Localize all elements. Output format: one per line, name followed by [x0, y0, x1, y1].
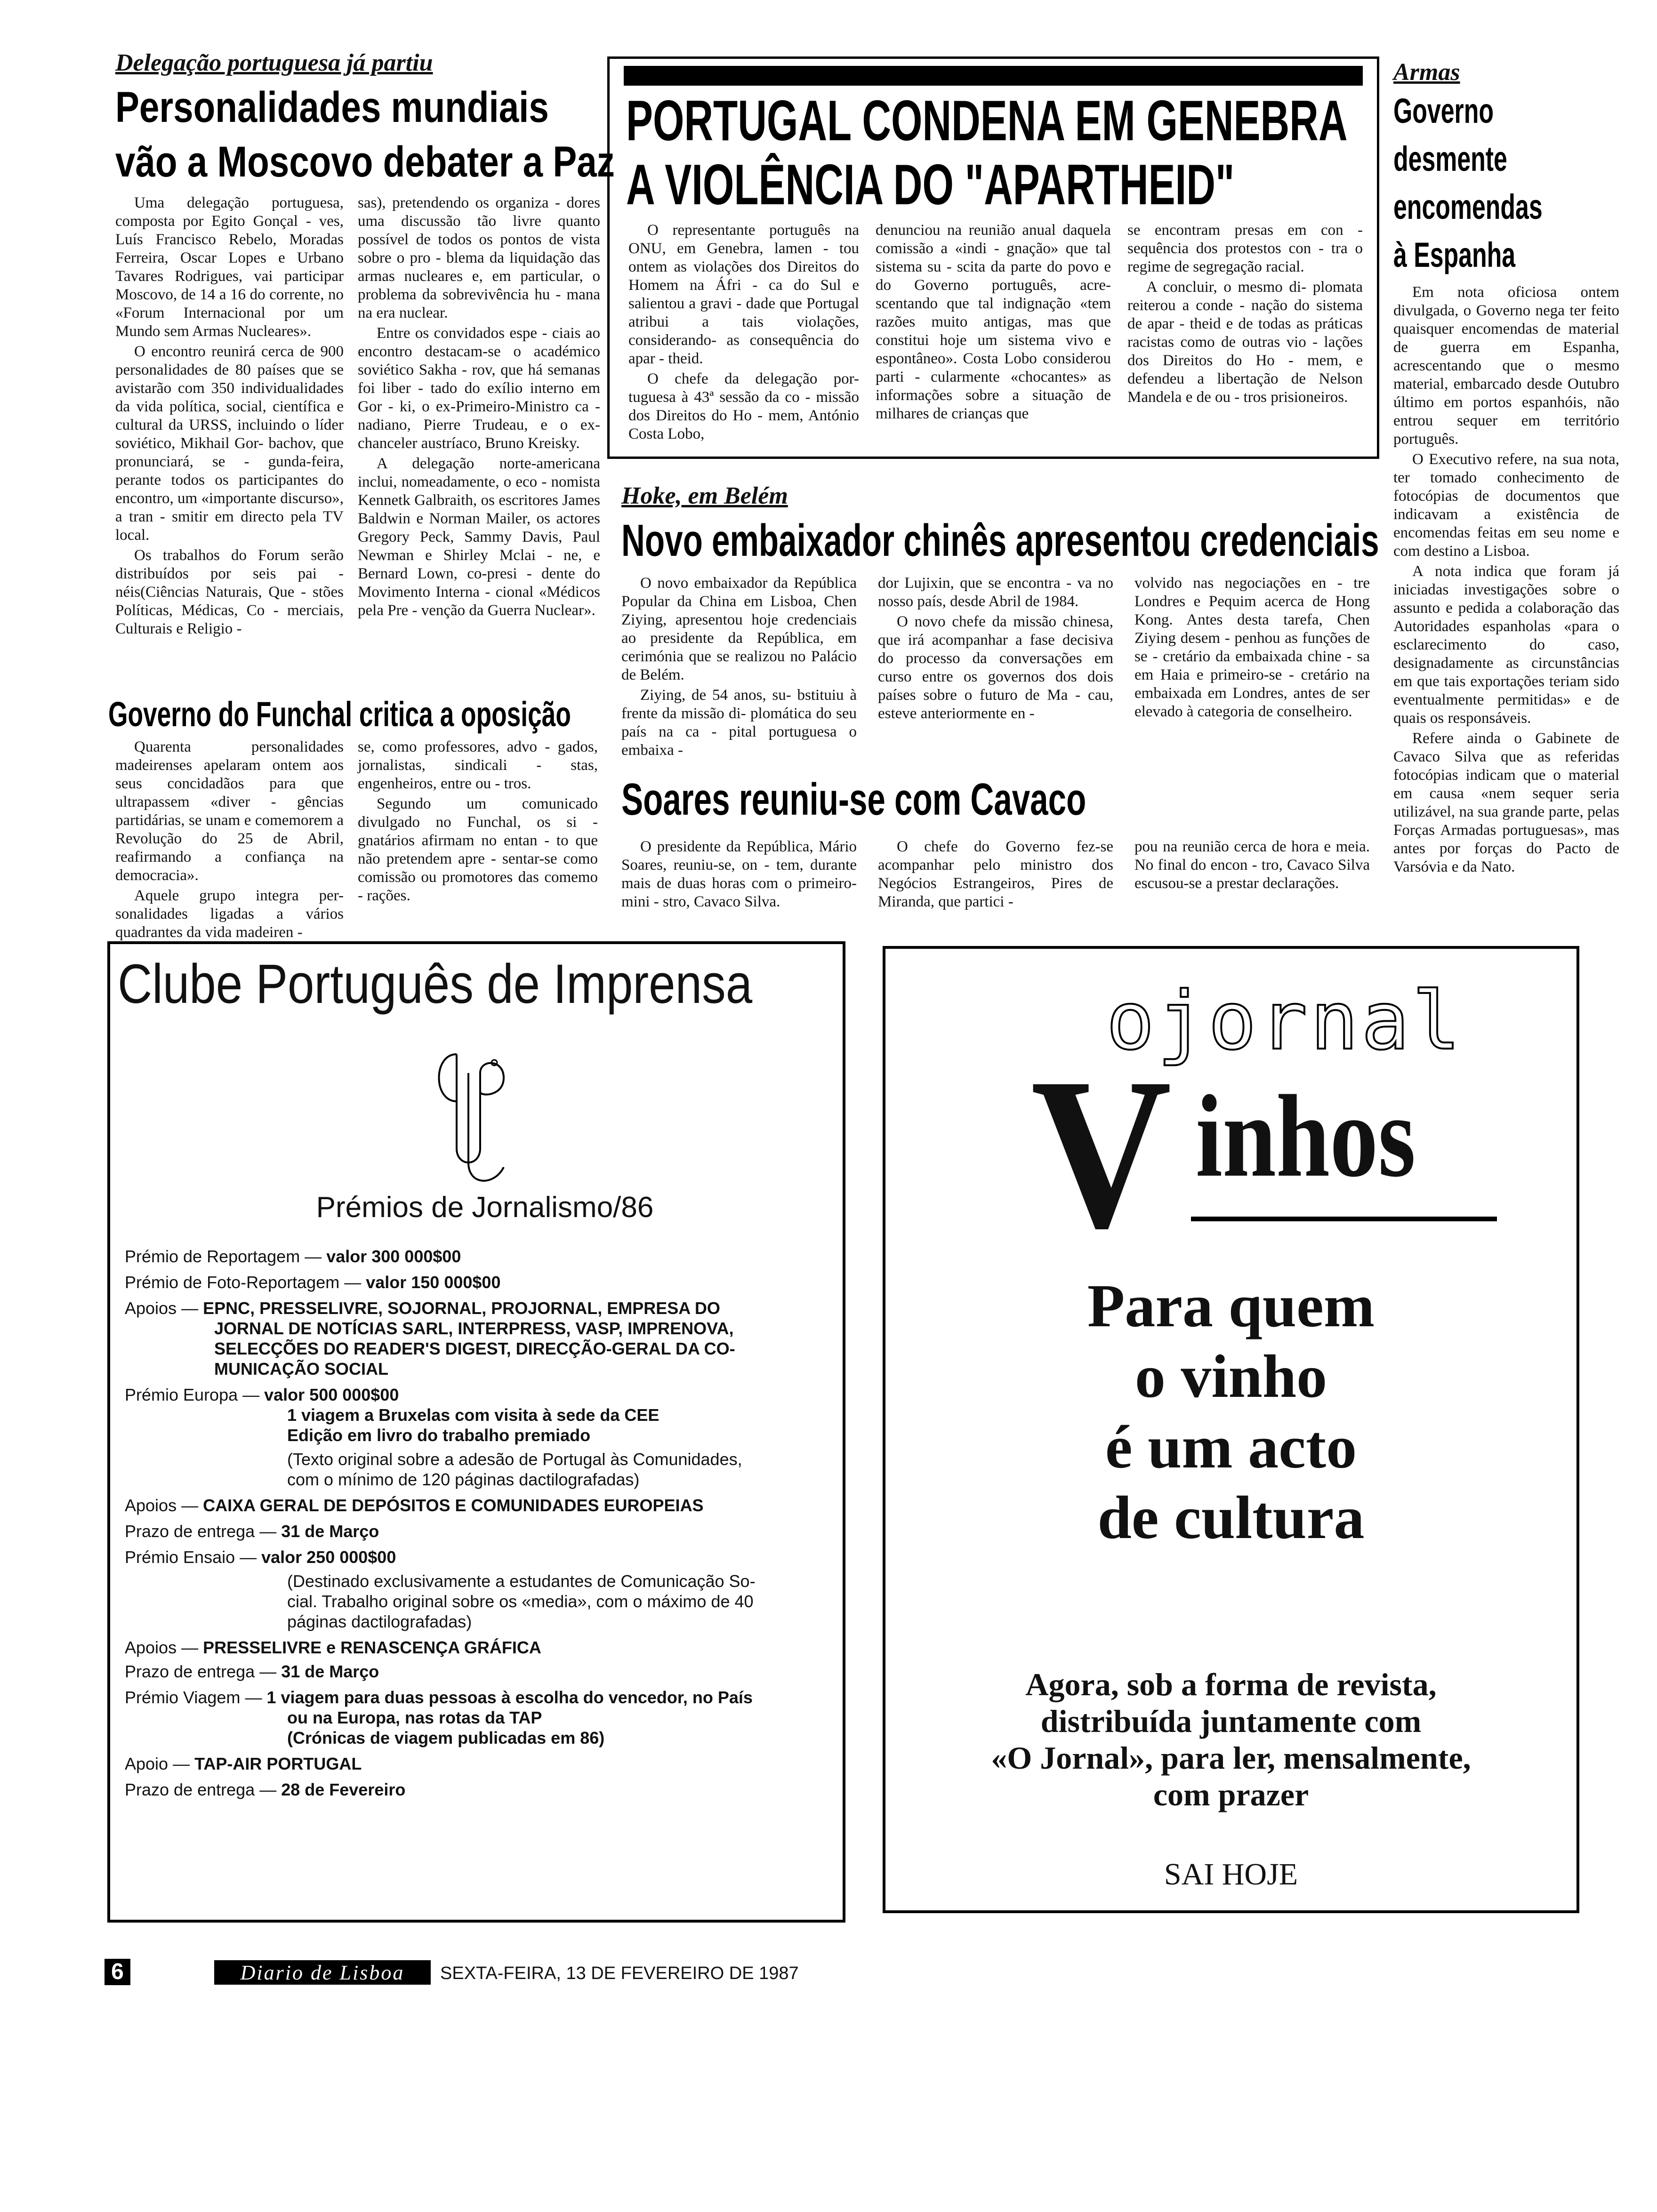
prize-line: Apoio — TAP-AIR PORTUGAL — [125, 1754, 362, 1773]
prize-line: Edição em livro do trabalho premiado — [287, 1426, 591, 1445]
kicker-belem: Hoke, em Belém — [621, 482, 788, 509]
chinese-col3: volvido nas negociações en - tre Londres e Pequim acerca de Hong Kong. Antes desta tarefa, Chen Ziying desem - penhou as funções de se - cretário da embaixada chine - sa em Haia e primeiro-se - cretário na embaixada em Londres, antes de ser elevado à categoria de conselheiro. — [1134, 575, 1370, 720]
prize-line: (Crónicas de viagem publicadas em 86) — [287, 1728, 605, 1747]
prize-line: MUNICAÇÃO SOCIAL — [214, 1359, 388, 1378]
apartheid-col2: denunciou na reunião anual daquela comissão a «indi - gnação» que tal sistema su - scita da parte do povo e do Governo português, acre- scentando que tal indignação «tem razões muito antigas, mas que constitui hoje um sistema vivo e espontâneo». Costa Lobo considerou parti - cularmente «chocantes» as informações sobre a situação de milhares de crianças que — [876, 222, 1111, 422]
apartheid-col3: se encontram presas em con - sequência dos protestos con - tra o regime de segregação racial. A concluir, o mesmo di- plomata reiterou a conde - nação do sistema de apar - theid e de todas as práticas racistas como de outras vio - lações dos Direitos do Ho - mem, e defendeu a libertação de Nelson Mandela e de ou - tros prisioneiros. — [1127, 222, 1363, 406]
chinese-col2: dor Lujixin, que se encontra - va no nosso país, desde Abril de 1984. O novo chefe da missão chinesa, que irá acompanhar a fase decisiva do processo da conversações em curso entre os governos dos dois países sobre o futuro de Ma - cau, esteve anteriormente en - — [878, 575, 1113, 722]
funchal-col2: se, como professores, advo - gados, jornalistas, sindicali - stas, engenheiros, entre ou - tros. Segundo um comunicado divulgado no Funchal, os si - gnatários afirmam no entan - to que não pretendem apre - sentar-se como comissão ou promotores das comemo - rações. — [358, 738, 598, 904]
headline-armas-2: desmente — [1393, 139, 1507, 178]
headline-apartheid-1: PORTUGAL CONDENA EM GENEBRA — [626, 88, 1348, 152]
prize-line: páginas dactilografadas) — [287, 1612, 472, 1631]
prize-line: Apoios — CAIXA GERAL DE DEPÓSITOS E COMUNIDADES EUROPEIAS — [125, 1496, 704, 1515]
moscovo-col2: sas), pretendendo os organiza - dores uma discussão tão livre quanto possível de todos os pontos de vista sobre o pro - blema da liquidação das armas nucleares e, em particular, o problema da sobrevivência hu - mana na era nuclear. Entre os convidados espe - ciais ao encontro destacam-se o académico soviético Sakha - rov, que há semanas foi liber - tado do exílio interno em Gor - ki, o ex-Primeiro-Ministro ca - nadiano, Pierre Trudeau, e o ex-chanceler austríaco, Bruno Kreisky. A delegação norte-americana inclui, nomeadamente, o eco - nomista Kennetk Galbraith, os escritores James Baldwin e Norman Mailer, os actores Gregory Peck, Sammy Davis, Paul Newman e Shirley Mclai - ne, e Bernard Lown, co-presi - dente do Movimento Interna - cional «Médicos pela Pre - venção da Guerra Nuclear». — [358, 194, 600, 619]
prize-line: Prazo de entrega — 28 de Fevereiro — [125, 1780, 406, 1799]
issue-date: SEXTA-FEIRA, 13 DE FEVEREIRO DE 1987 — [440, 1964, 799, 1983]
cpi-logo-icon — [424, 1045, 518, 1195]
prize-line: Prémio Europa — valor 500 000$00 — [125, 1385, 399, 1404]
headline-moscovo-1: Personalidades mundiais — [115, 83, 549, 131]
chinese-col1: O novo embaixador da República Popular da China em Lisboa, Chen Ziying, apresentou hoje credenciais ao presidente da República, em cerimónia que se realizou no Palácio de Belém. Ziying, de 54 anos, su- bstituiu à frente da missão di- plomática do seu país na ca - pital portuguesa o embaixa - — [621, 575, 857, 759]
vinhos-big-v: V — [1031, 1033, 1172, 1273]
prize-line: cial. Trabalho original sobre os «media», com o máximo de 40 — [287, 1592, 754, 1611]
vinhos-subtext: Agora, sob a forma de revista, distribuída juntamente com «O Jornal», para ler, mensalmente, com prazer — [991, 1667, 1471, 1812]
vinhos-sai-hoje: SAI HOJE — [1164, 1857, 1298, 1891]
headline-moscovo-2: vão a Moscovo debater a Paz — [115, 138, 615, 186]
apartheid-black-bar — [624, 66, 1363, 86]
vinhos-tagline: Para quem o vinho é um acto de cultura — [1087, 1272, 1375, 1552]
headline-funchal: Governo do Funchal critica a oposição — [108, 695, 571, 734]
club-logo — [424, 1045, 518, 1195]
prize-line: ou na Europa, nas rotas da TAP — [287, 1708, 542, 1727]
club-ad-prize-list — [125, 1246, 838, 1915]
page-number: 6 — [105, 1959, 130, 1985]
soares-col3: pou na reunião cerca de hora e meia. No final do encon - tro, Cavaco Silva escusou-se a prestar declarações. — [1134, 838, 1370, 892]
prize-line: Prémio de Foto-Reportagem — valor 150 000$00 — [125, 1273, 501, 1292]
prize-line: (Texto original sobre a adesão de Portugal às Comunidades, — [287, 1450, 742, 1469]
headline-chinese: Novo embaixador chinês apresentou credenciais — [621, 515, 1379, 566]
prize-line: JORNAL DE NOTÍCIAS SARL, INTERPRESS, VASP, IMPRENOVA, — [214, 1319, 734, 1338]
prize-line: com o mínimo de 120 páginas dactilografadas) — [287, 1470, 640, 1489]
club-ad-subtitle: Prémios de Jornalismo/86 — [316, 1191, 654, 1224]
prize-line: Prémio Viagem — 1 viagem para duas pessoas à escolha do vencedor, no País — [125, 1688, 753, 1707]
prize-line: Prémio de Reportagem — valor 300 000$00 — [125, 1247, 461, 1266]
ojornal-logo: ojornal — [1106, 975, 1464, 1068]
prize-line: Apoios — PRESSELIVRE e RENASCENÇA GRÁFICA — [125, 1638, 541, 1657]
prize-line: SELECÇÕES DO READER'S DIGEST, DIRECÇÃO-GERAL DA CO- — [214, 1339, 735, 1358]
moscovo-col1: Uma delegação portuguesa, composta por Egito Gonçal - ves, Luís Francisco Rebelo, Moradas Ferreira, Oscar Lopes e Urbano Tavares Rodrigues, vai participar Moscovo, de 14 a 16 do corrente, no «Forum Internacional por um Mundo sem Armas Nucleares». O encontro reunirá cerca de 900 personalidades de 80 países que se avistarão com 350 individualidades da vida política, social, científica e cultural da URSS, incluindo o líder soviético, Mikhail Gor- bachov, que pronunciará, se - gunda-feira, perante todos os participantes do encontro, um «importante discurso», a tran - smitir em directo pela TV local. Os trabalhos do Forum serão distribuídos por seis pai - néis(Ciências Naturais, Que - stões Políticas, Médicas, Co - merciais, Culturais e Religio - — [115, 194, 344, 637]
prize-line: Prémio Ensaio — valor 250 000$00 — [125, 1547, 396, 1567]
soares-col2: O chefe do Governo fez-se acompanhar pelo ministro dos Negócios Estrangeiros, Pires de Miranda, que partici - — [878, 838, 1113, 910]
masthead: Diario de Lisboa — [240, 1961, 405, 1984]
prize-line: Apoios — EPNC, PRESSELIVRE, SOJORNAL, PROJORNAL, EMPRESA DO — [125, 1298, 720, 1318]
vinhos-underline — [1191, 1217, 1497, 1221]
prize-line: Prazo de entrega — 31 de Março — [125, 1662, 379, 1681]
headline-armas-4: à Espanha — [1393, 235, 1516, 274]
vinhos-inhos: inhos — [1196, 1071, 1416, 1202]
prize-line: (Destinado exclusivamente a estudantes de Comunicação So- — [287, 1571, 756, 1591]
kicker-armas: Armas — [1393, 59, 1460, 86]
headline-armas-1: Governo — [1393, 91, 1494, 130]
soares-col1: O presidente da República, Mário Soares, reuniu-se, on - tem, durante mais de duas horas com o primeiro-mini - stro, Cavaco Silva. — [621, 838, 857, 910]
kicker-moscovo: Delegação portuguesa já partiu — [115, 49, 433, 76]
headline-apartheid-2: A VIOLÊNCIA DO "APARTHEID" — [626, 152, 1235, 216]
headline-soares: Soares reuniu-se com Cavaco — [621, 774, 1086, 825]
club-ad-title: Clube Português de Imprensa — [118, 953, 753, 1015]
headline-armas-3: encomendas — [1393, 187, 1543, 226]
armas-body: Em nota oficiosa ontem divulgada, o Governo nega ter feito quaisquer encomendas de material de guerra em Espanha, acrescentando que o mesmo material, embarcado desde Outubro último em portos espanhóis, não entrou sequer em território português. O Executivo refere, na sua nota, ter tomado conhecimento de fotocópias de documentos que indicavam a existência de encomendas feitas em seu nome e com destino a Lisboa. A nota indica que foram já iniciadas investigações sobre o assunto e pedida a colaboração das Autoridades espanholas «para o esclarecimento do caso, designadamente as circunstâncias em que tais exportações teriam sido eventualmente permitidas» e de quais os responsáveis. Refere ainda o Gabinete de Cavaco Silva que as referidas fotocópias indicam que o material em causa «nem sequer seria utilizável, na sua grande parte, pelas Forças Armadas portuguesas», mas antes por forças do Pacto de Varsóvia e da Nato. — [1393, 284, 1619, 875]
prize-line: 1 viagem a Bruxelas com visita à sede da CEE — [287, 1405, 660, 1425]
funchal-col1: Quarenta personalidades madeirenses apelaram ontem aos seus concidadãos para que ultrapassem «diver - gências partidárias, se unam e comemorem a Revolução do 25 de Abril, reafirmando a confiança na democracia». Aquele grupo integra per- sonalidades ligadas a vários quadrantes da vida madeiren - — [115, 738, 344, 941]
prize-line: Prazo de entrega — 31 de Março — [125, 1522, 379, 1541]
apartheid-col1: O representante português na ONU, em Genebra, lamen - tou ontem as violações dos Direitos do Homem na Áfri - ca do Sul e salientou a gravi - dade que Portugal atribui a tais violações, considerando- as consequência do apar - theid. O chefe da delegação por- tuguesa à 43ª sessão da co - missão dos Direitos do Ho - mem, António Costa Lobo, — [628, 222, 859, 442]
